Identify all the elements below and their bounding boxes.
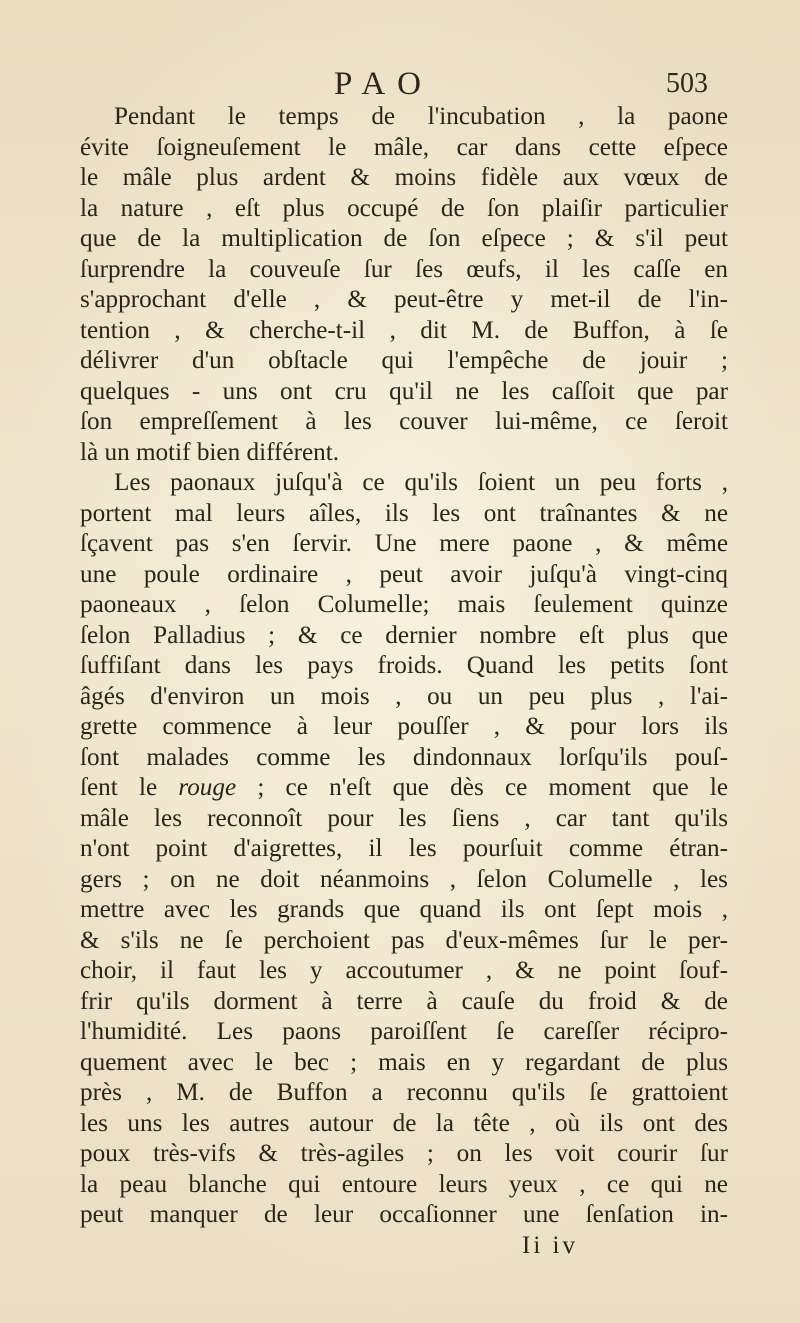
text-line: tention , & cherche-t-il , dit M. de Buffon, à ſe xyxy=(80,316,728,344)
text-line: Les paonaux juſqu'à ce qu'ils ſoient un peu forts , xyxy=(114,469,728,496)
body-text xyxy=(80,102,728,1231)
text-line: Pendant le temps de l'incubation , la paone xyxy=(114,103,728,130)
text-line: ſurprendre la couveuſe ſur ſes œufs, il les caſſe en xyxy=(80,255,728,283)
text-line: mâle les reconnoît pour les ſiens , car tant qu'ils xyxy=(80,804,728,832)
text-line: délivrer d'un obſtacle qui l'empêche de jouir ; xyxy=(80,347,728,374)
text-line: gers ; on ne doit néanmoins , ſelon Columelle , les xyxy=(80,865,728,893)
text-line: frir qu'ils dorment à terre à cauſe du froid & de xyxy=(80,987,728,1015)
text-line: là un motif bien différent. xyxy=(80,438,340,466)
text-line: la nature , eſt plus occupé de ſon plaiſir particulier xyxy=(80,194,728,222)
text-line: âgés d'environ un mois , ou un peu plus , l'ai- xyxy=(80,682,728,710)
text-line: quement avec le bec ; mais en y regardant de plus xyxy=(80,1048,728,1076)
text-line: quelques - uns ont cru qu'il ne les caſſoit que par xyxy=(80,377,728,405)
text-line: paoneaux , ſelon Columelle; mais ſeulement quinze xyxy=(80,591,728,618)
signature-mark: Ii iv xyxy=(522,1232,578,1259)
paragraph-2 xyxy=(80,468,728,1231)
text-line: n'ont point d'aigrettes, il les pourſuit comme étran- xyxy=(80,835,728,862)
text-line: évite ſoigneuſement le mâle, car dans cette eſpece xyxy=(80,133,728,161)
text-line: ſon empreſſement à les couver lui-même, ce ſeroit xyxy=(80,408,728,435)
text-line: grette commence à leur pouſſer , & pour lors ils xyxy=(80,713,728,740)
text-line: & s'ils ne ſe perchoient pas d'eux-mêmes ſur le per- xyxy=(80,926,728,954)
page-number: 503 xyxy=(666,68,708,99)
text-line: ſont malades comme les dindonnaux lorſqu'ils pouſ- xyxy=(80,743,728,771)
text-line: une poule ordinaire , peut avoir juſqu'à vingt-cinq xyxy=(80,560,728,588)
text-line: le mâle plus ardent & moins fidèle aux vœux de xyxy=(80,164,728,191)
text-line: mettre avec les grands que quand ils ont ſept mois , xyxy=(80,896,728,923)
text-line: peut manquer de leur occaſionner une ſenſation in- xyxy=(80,1201,728,1228)
text-line: choir, il faut les y accoutumer , & ne point ſouf- xyxy=(80,957,728,984)
text-line: la peau blanche qui entoure leurs yeux , ce qui ne xyxy=(80,1170,728,1198)
text-line: portent mal leurs aîles, ils les ont traînantes & ne xyxy=(80,499,728,527)
italic-word: rouge xyxy=(178,774,237,801)
text-line: l'humidité. Les paons paroiſſent ſe careſſer récipro- xyxy=(80,1018,728,1045)
running-head: PAO xyxy=(334,66,433,102)
text-line: les uns les autres autour de la tête , où ils ont des xyxy=(80,1109,728,1137)
text-line: ſçavent pas s'en ſervir. Une mere paone , & même xyxy=(80,530,728,557)
text-line: ſuffiſant dans les pays froids. Quand les petits ſont xyxy=(80,652,728,679)
text-line: ſelon Palladius ; & ce dernier nombre eſt plus que xyxy=(80,621,728,649)
text-line: que de la multiplication de ſon eſpece ; & s'il peut xyxy=(80,225,728,252)
page-header xyxy=(0,66,800,106)
paragraph-1 xyxy=(80,102,728,468)
text-line: ſent le rouge ; ce n'eſt que dès ce moment que le xyxy=(80,774,728,801)
text-line: s'approchant d'elle , & peut-être y met-il de l'in- xyxy=(80,286,728,313)
text-line: poux très-vifs & très-agiles ; on les voit courir ſur xyxy=(80,1140,728,1167)
text-line: près , M. de Buffon a reconnu qu'ils ſe grattoient xyxy=(80,1079,728,1106)
